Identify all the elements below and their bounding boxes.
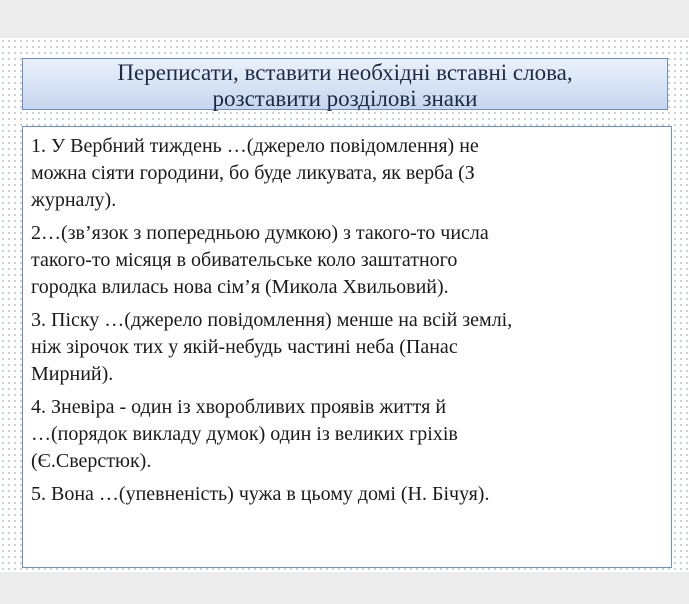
item-5-line-1: 5. Вона …(упевненість) чужа в цьому домі (Н. Бічуя). <box>31 483 490 505</box>
slide <box>0 38 689 572</box>
item-3-line-2: ніж зірочок тих у якій-небудь частині неба (Панас <box>31 336 458 358</box>
item-4-line-3: (Є.Сверстюк). <box>31 450 152 472</box>
item-3-line-3: Мирний). <box>31 363 114 385</box>
item-2-line-1: 2…(зв’язок з попередньою думкою) з такого-то числа <box>31 222 489 244</box>
exercise-list <box>22 126 672 568</box>
item-3-line-1: 3. Піску …(джерело повідомлення) менше на всій землі, <box>31 309 513 331</box>
item-1-line-1: 1. У Вербний тиждень …(джерело повідомлення) не <box>31 135 479 157</box>
item-1-line-3: журналу). <box>31 189 117 211</box>
item-1-line-2: можна сіяти городини, бо буде ликувата, як верба (З <box>31 162 475 184</box>
item-2-line-3: городка влилась нова сім’я (Микола Хвильовий). <box>31 276 449 298</box>
title-line-1: Переписати, вставити необхідні вставні слова, <box>117 60 573 85</box>
title-box <box>22 58 668 110</box>
list-item <box>31 394 665 475</box>
item-2-line-2: такого-то місяця в обивательське коло заштатного <box>31 249 458 271</box>
list-item <box>31 481 665 508</box>
item-4-line-2: …(порядок викладу думок) один із великих гріхів <box>31 423 458 445</box>
title-line-2: розставити розділові знаки <box>212 86 478 111</box>
list-item <box>31 220 665 301</box>
list-item <box>31 307 665 388</box>
item-4-line-1: 4. Зневіра - один із хворобливих проявів життя й <box>31 396 447 418</box>
list-item <box>31 133 665 214</box>
